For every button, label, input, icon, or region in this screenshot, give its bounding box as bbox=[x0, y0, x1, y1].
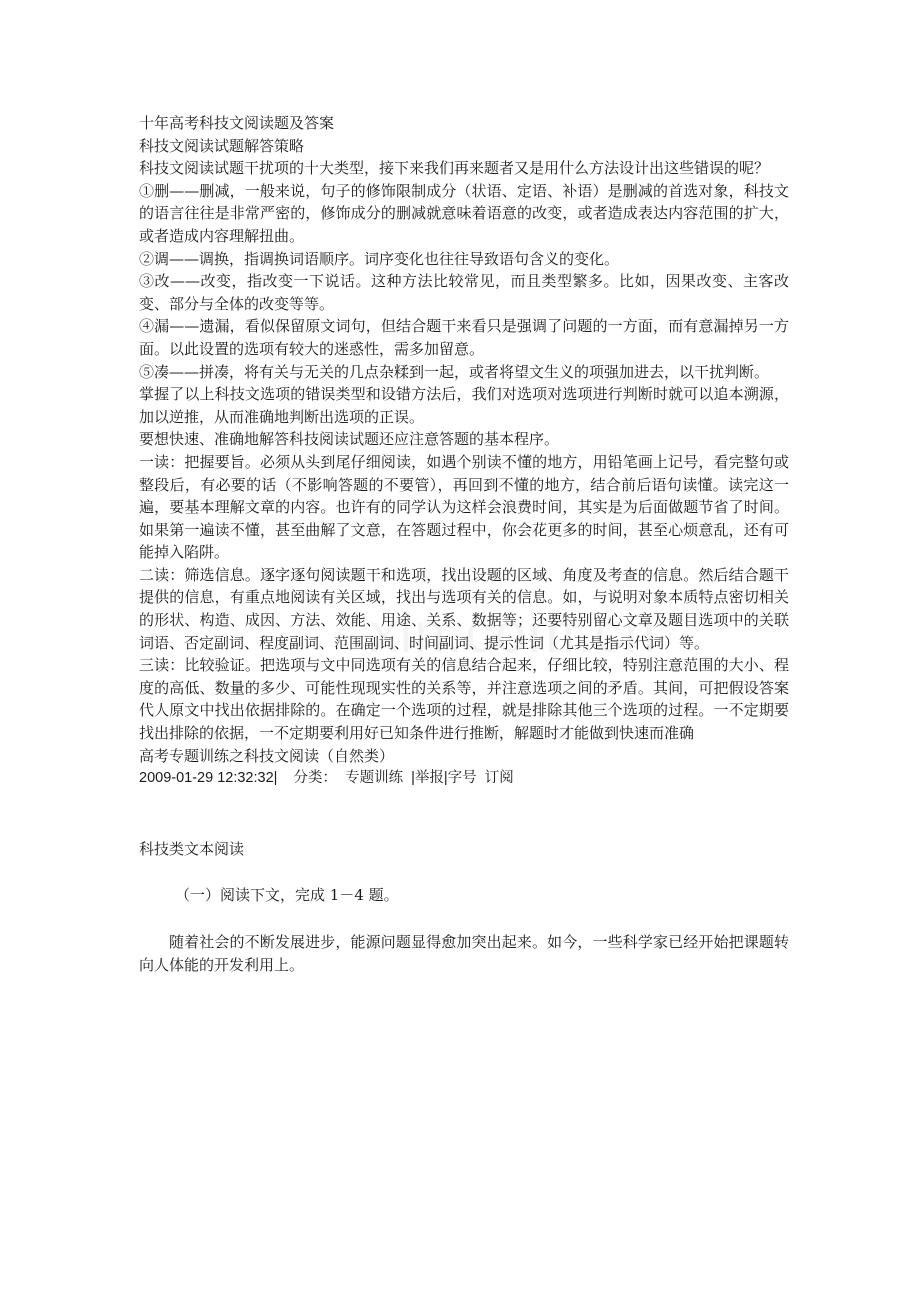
passage-paragraph: 随着社会的不断发展进步，能源问题显得愈加突出起来。如今，一些科学家已经开始把课题转向人体能的开发利用上。 bbox=[139, 933, 789, 974]
strategy-swap: ②调——调换，指调换词语顺序。词序变化也往往导致语句含义的变化。 bbox=[139, 249, 620, 268]
document-title: 十年高考科技文阅读题及答案 bbox=[139, 114, 335, 132]
strategy-omit: ④漏——遗漏，看似保留原文词句，但结合题干来看只是强调了问题的一方面，而有意漏掉另一方面。以此设置的选项有较大的迷惑性，需多加留意。 bbox=[139, 317, 789, 358]
step-first-read: 一读：把握要旨。必须从头到尾仔细阅读，如遇个别读不懂的地方，用铅笔画上记号，看完整句或整段后，有必要的话（不影响答题的不要管），再回到不懂的地方，结合前后语句读懂。读完这一遍，要基本理解文章的内容。也许有的同学认为这样会浪费时间，其实是为后面做题节省了时间。如果第一遍读不懂，甚至曲解了文意，在答题过程中，你会花更多的时间，甚至心烦意乱，还有可能掉入陷阱。 bbox=[139, 452, 789, 562]
exercise-label: （一）阅读下文，完成 1－4 题。 bbox=[175, 886, 399, 905]
strategy-delete: ①删——删减，一般来说，句子的修饰限制成分（状语、定语、补语）是删减的首选对象，科技文的语言往往是非常严密的，修饰成分的删减就意味着语意的改变，或者造成表达内容范围的扩大，或者造成内容理解扭曲。 bbox=[139, 181, 789, 245]
step-second-read: 二读：筛选信息。逐字逐句阅读题干和选项，找出设题的区域、角度及考查的信息。然后结合题干提供的信息，有重点地阅读有关区域，找出与选项有关的信息。如，与说明对象本质特点密切相关的形状、构造、成因、方法、效能、用途、关系、数据等；还要特别留心文章及题目选项中的关联词语、否定副词、程度副词、范围副词、时间副词、提示性词（尤其是指示代词）等。 bbox=[139, 565, 789, 652]
post-meta-line: 2009-01-29 12:32:32| 分类： 专题训练 |举报|字号 订阅 bbox=[139, 770, 514, 787]
summary-paragraph: 掌握了以上科技文选项的错误类型和设错方法后，我们对选项对选项进行判断时就可以追本溯源，加以逆推，从而准确地判断出选项的正误。 bbox=[139, 385, 789, 426]
document-body bbox=[139, 112, 789, 976]
strategy-combine: ⑤凑——拼凑，将有关与无关的几点杂糅到一起，或者将望文生义的项强加进去，以干扰判断。 bbox=[139, 362, 770, 381]
section-heading: 高考专题训练之科技文阅读（自然类） bbox=[139, 746, 395, 765]
step-third-read: 三读：比较验证。把选项与文中同选项有关的信息结合起来，仔细比较，特别注意范围的大小、程度的高低、数量的多少、可能性现现实性的关系等，并注意选项之间的矛盾。其间，可把假设答案代人原文中找出依据排除的。在确定一个选项的过程，就是排除其他三个选项的过程。一不定期要找出排除的依据，一不定期要利用好已知条件进行推断，解题时才能做到快速而准确 bbox=[139, 656, 789, 743]
document-subtitle: 科技文阅读试题解答策略 bbox=[139, 136, 305, 155]
intro-paragraph: 科技文阅读试题干扰项的十大类型，接下来我们再来题者又是用什么方法设计出这些错误的呢？ bbox=[139, 159, 770, 178]
reading-heading: 科技类文本阅读 bbox=[139, 839, 245, 858]
strategy-change: ③改——改变，指改变一下说话。这种方法比较常见，而且类型繁多。比如，因果改变、主客改变、部分与全体的改变等等。 bbox=[139, 272, 789, 313]
procedure-intro: 要想快速、准确地解答科技阅读试题还应注意答题的基本程序。 bbox=[139, 430, 560, 449]
